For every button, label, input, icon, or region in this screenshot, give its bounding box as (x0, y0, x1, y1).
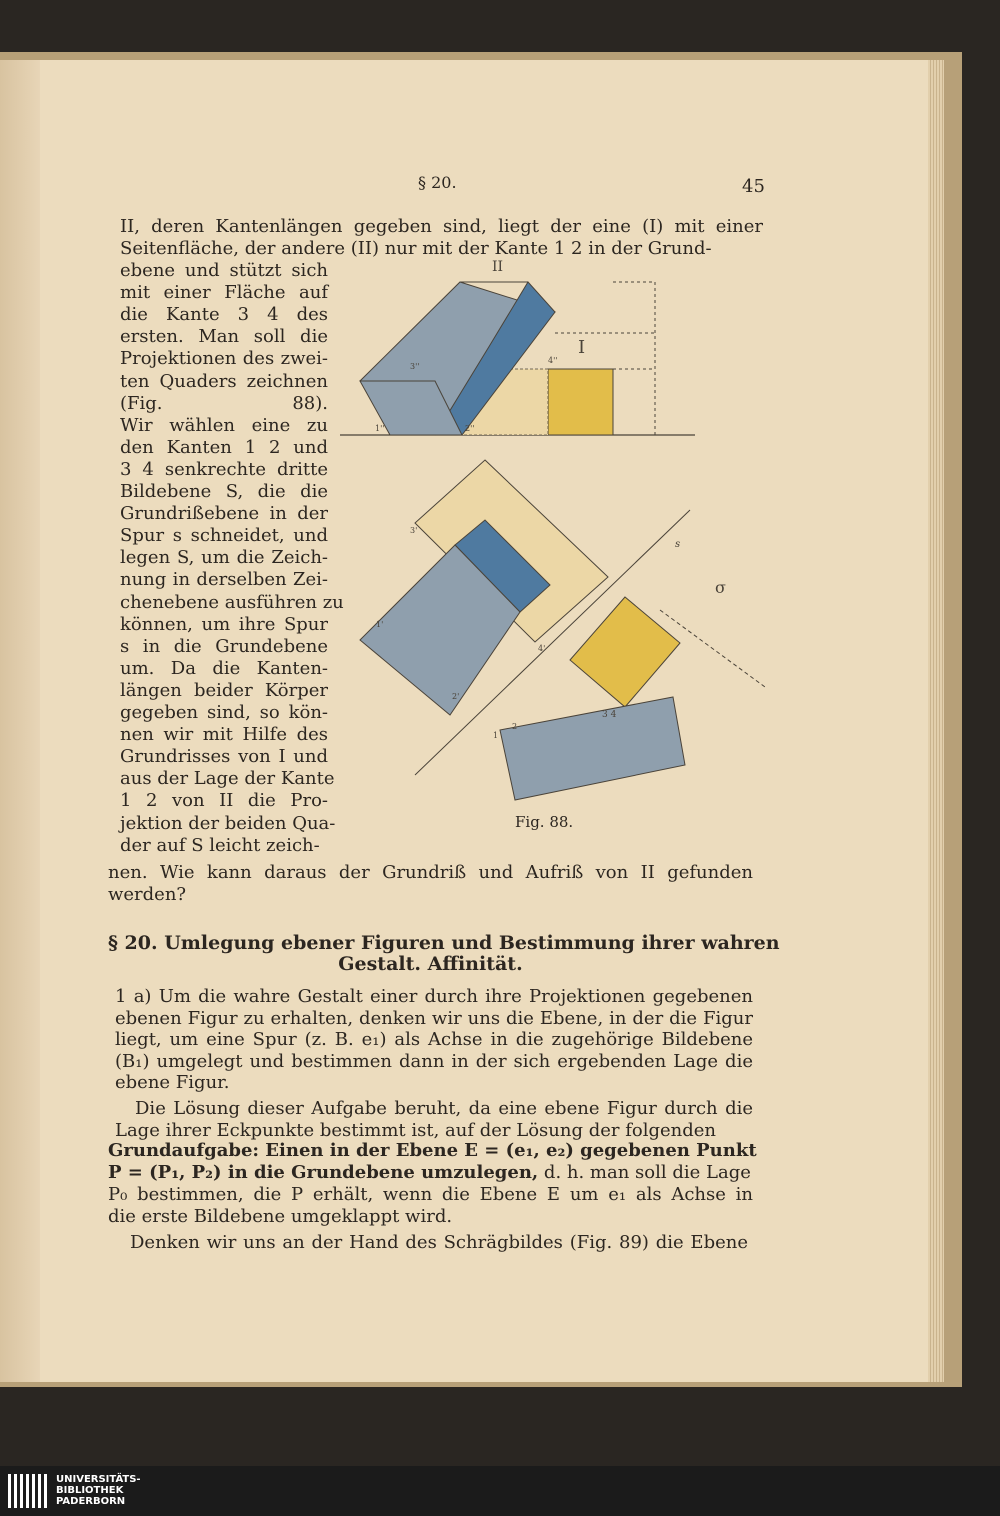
text-line: II, deren Kantenlängen gegeben sind, liegt der eine (I) mit einer (120, 216, 763, 237)
column-text-line: Grundrißebene in der (120, 503, 328, 525)
column-text-line: 3 4 senkrechte dritte (120, 458, 328, 480)
page-stack-edge (928, 60, 944, 1382)
label-s: s (675, 539, 681, 550)
column-text-line: Projektionen des zwei- (120, 348, 328, 370)
task-line2 (108, 1162, 753, 1183)
column-text-line: jektion der beiden Qua- (120, 812, 336, 834)
label-4b: 4' (538, 644, 546, 653)
label-I: I (578, 337, 586, 358)
body-text-line: 1 a) Um die wahre Gestalt einer durch ihre Projektionen gegebenen (115, 986, 753, 1007)
logo-line-1: UNIVERSITÄTS- (56, 1474, 141, 1485)
label-2b: 2' (452, 692, 460, 701)
body-text-line: ebenen Figur zu erhalten, denken wir uns die Ebene, in der die Figur (115, 1007, 753, 1029)
body-text-line: ebene Figur. (115, 1072, 230, 1094)
cuboid-I-front (548, 369, 613, 435)
task-line2-rest: d. h. man soll die Lage (538, 1162, 751, 1183)
label-2c: 2 (512, 722, 518, 731)
page-number: 45 (742, 176, 765, 197)
text-line: Seitenfläche, der andere (II) nur mit der Kante 1 2 in der Grund- (120, 238, 712, 259)
label-II: II (492, 259, 504, 275)
task-line3: P₀ bestimmen, die P erhält, wenn die Ebene E um e₁ als Achse in (108, 1184, 753, 1205)
label-3b: 3' (410, 526, 418, 535)
column-text-line: ten Quaders zeichnen (120, 370, 328, 392)
elevation-view (340, 259, 695, 435)
column-text-line: Wir wählen eine zu (120, 414, 328, 436)
column-text-line: ebene und stützt sich (120, 260, 328, 281)
label-4a: 4'' (548, 356, 558, 365)
body-text-line: Lage ihrer Eckpunkte bestimmt ist, auf der Lösung der folgenden (115, 1119, 716, 1141)
column-text-line: mit einer Fläche auf (120, 282, 328, 304)
column-text-line: Spur s schneidet, und (120, 525, 328, 547)
plan-view (360, 460, 765, 800)
column-text-line: nen wir mit Hilfe des (120, 724, 328, 746)
task-line4: die erste Bildebene umgeklappt wird. (108, 1206, 453, 1227)
column-text-line: Bildebene S, die die (120, 481, 328, 502)
column-text-line: können, um ihre Spur (120, 613, 328, 635)
label-3a: 3'' (410, 362, 420, 371)
library-footer (0, 1466, 1000, 1516)
column-text-line: legen S, um die Zeich- (120, 547, 328, 569)
body-text-line: Die Lösung dieser Aufgabe beruht, da eine ebene Figur durch die (135, 1098, 753, 1119)
logo-line-2: BIBLIOTHEK (56, 1485, 124, 1496)
column-text-line: Grundrisses von I und (120, 746, 328, 768)
body-text-line: liegt, um eine Spur (z. B. e₁) als Achse in die zugehörige Bildebene (115, 1029, 753, 1051)
label-sigma: σ (715, 578, 726, 597)
text-line: nen. Wie kann daraus der Grundriß und Aufriß von II gefunden (108, 862, 753, 883)
column-text-line: gegeben sind, so kön- (120, 702, 328, 723)
column-text-line: längen beider Körper (120, 679, 328, 701)
label-1b: 1' (376, 620, 384, 629)
label-1a: 1'' (375, 424, 385, 433)
library-name (56, 1474, 141, 1507)
last-line: Denken wir uns an der Hand des Schrägbildes (Fig. 89) die Ebene (130, 1232, 748, 1253)
label-34: 3 4 (602, 710, 617, 720)
column-text-line: der auf S leicht zeich- (120, 834, 320, 856)
column-text-line: nung in derselben Zei- (120, 569, 328, 591)
section-title-line1: § 20. Umlegung ebener Figuren und Bestimmung ihrer wahren (108, 932, 780, 954)
text-line: werden? (108, 884, 187, 905)
task-line1-text: Grundaufgabe: Einen in der Ebene E = (e₁, e₂) gegebenen Punkt (108, 1140, 757, 1161)
figure-caption: Fig. 88. (515, 813, 574, 831)
column-text-line: den Kanten 1 2 und (120, 436, 328, 458)
column-text-line: um. Da die Kanten- (120, 657, 328, 679)
column-text-line: (Fig. 88). (120, 392, 328, 414)
column-text-line: s in die Grundebene (120, 635, 328, 657)
body-text-line: (B₁) umgelegt und bestimmen dann in der sich ergebenden Lage die (115, 1050, 753, 1072)
column-text-line: 1 2 von II die Pro- (120, 790, 328, 812)
label-2a: 2'' (465, 424, 475, 433)
label-1c: 1 (493, 731, 499, 740)
column-text-line: ersten. Man soll die (120, 326, 328, 348)
cuboid-II-side-projection (500, 697, 685, 800)
task-line1 (108, 1140, 757, 1161)
task-line2-bold: P = (P₁, P₂) in die Grundebene umzulegen, (108, 1162, 539, 1183)
logo-line-3: PADERBORN (56, 1496, 126, 1507)
column-text-line: aus der Lage der Kante (120, 768, 335, 790)
section-title-line2: Gestalt. Affinität. (338, 953, 523, 975)
section-header: § 20. (418, 173, 457, 192)
left-page-edge (0, 60, 43, 1382)
cuboid-I-side-projection (570, 597, 680, 707)
library-logo-icon (8, 1474, 48, 1508)
column-text-line: chenebene ausführen zu (120, 591, 344, 613)
figure-88 (330, 255, 780, 835)
column-text-line: die Kante 3 4 des (120, 304, 328, 326)
